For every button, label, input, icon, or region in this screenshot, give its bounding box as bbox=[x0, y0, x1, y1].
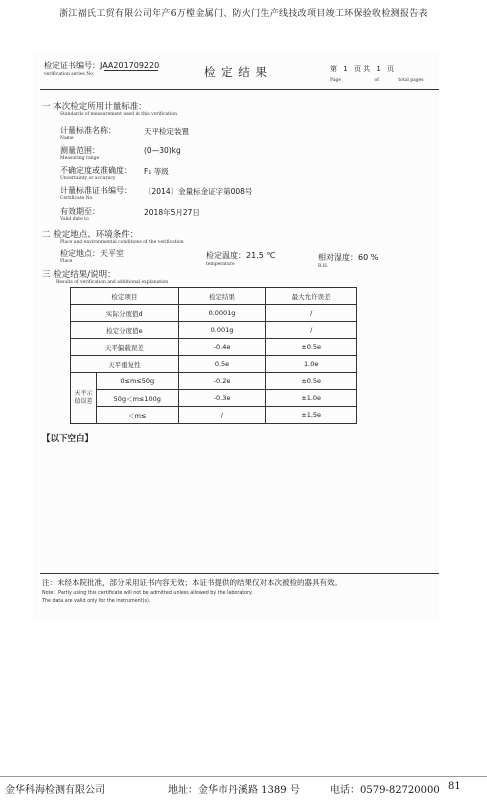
certificate-no-value: 〔2014〕金量标金证字第008号 bbox=[144, 187, 253, 196]
table-row bbox=[71, 339, 357, 356]
humidity-label: 相对湿度： bbox=[318, 253, 358, 262]
humidity bbox=[318, 252, 378, 263]
section1-title: 一 本次检定所用计量标准： bbox=[42, 102, 147, 112]
section1-title-en: Standards of measurement used in this verification bbox=[60, 112, 178, 117]
row-result: 0.5e bbox=[178, 356, 266, 373]
page-en-3: total pages bbox=[398, 78, 424, 83]
row-result: 0.001g bbox=[178, 322, 266, 339]
footer-phone: 电话：0579-82720000 bbox=[330, 785, 440, 796]
section3-title-en: Results of verification and additional explanation bbox=[56, 280, 169, 285]
place-label-en: Place bbox=[60, 259, 73, 264]
standard-name-label: 计量标准名称： bbox=[60, 126, 116, 135]
note-en-2: The data are valid only for the instrument(s). bbox=[42, 599, 151, 604]
humidity-label-en: R.H. bbox=[318, 264, 329, 269]
place-label-text: 检定地点： bbox=[60, 249, 100, 258]
table-row bbox=[71, 322, 357, 339]
place-value: 天平室 bbox=[100, 249, 124, 258]
row-item: 实际分度值d bbox=[71, 305, 179, 322]
row-mpe: / bbox=[266, 305, 357, 322]
page-en-2: of bbox=[374, 78, 379, 83]
row-mpe: ±0.5e bbox=[266, 339, 357, 356]
valid-date-value: 2018年5月27日 bbox=[144, 208, 200, 217]
section3-title: 三 检定结果/说明： bbox=[42, 270, 116, 280]
cert-number-label-text: 检定证书编号： bbox=[44, 61, 100, 70]
valid-date-label-en: Valid date to bbox=[60, 217, 89, 222]
table-row bbox=[71, 407, 357, 424]
row-result: -0.2e bbox=[178, 373, 266, 390]
cert-number: JAA201709220 bbox=[100, 61, 160, 70]
blank-note: 【以下空白】 bbox=[42, 434, 94, 444]
place-label bbox=[60, 248, 124, 259]
section2-title-en: Place and environmental conditions of the verification bbox=[60, 240, 184, 245]
row-item: 天平偏载误差 bbox=[71, 339, 179, 356]
page-of: 页 共 bbox=[353, 65, 371, 73]
footer-address: 地址：金华市丹溪路 1389 号 bbox=[168, 785, 300, 796]
row-mpe: ±0.5e bbox=[266, 373, 357, 390]
report-title: 浙江福氏工贸有限公司年产6万樘金属门、防火门生产线技改项目竣工环保验收检测报告表 bbox=[59, 9, 428, 19]
table-header-row bbox=[71, 288, 357, 305]
page-indicator-en bbox=[330, 78, 424, 83]
row-item: ＜m≤ bbox=[96, 407, 178, 424]
footer-company: 金华科海检测有限公司 bbox=[5, 785, 105, 796]
accuracy-label-en: Uncertainty or accuracy bbox=[60, 176, 116, 181]
cert-number-underline bbox=[104, 70, 158, 71]
measuring-range-label: 测量范围： bbox=[60, 146, 100, 155]
row-mpe: ±1.0e bbox=[266, 390, 357, 407]
row-result: -0.4e bbox=[178, 339, 266, 356]
standard-name-value: 天平检定装置 bbox=[144, 127, 189, 136]
table-row bbox=[71, 305, 357, 322]
group-label: 天平示值误差 bbox=[71, 373, 97, 424]
row-item: 天平重复性 bbox=[71, 356, 179, 373]
row-item: 0≤m≤50g bbox=[96, 373, 178, 390]
table-row bbox=[71, 373, 357, 390]
temperature-label: 检定温度： bbox=[206, 251, 246, 260]
note-en-1: Note：Partly using this certificate will not be admitted unless allowed by the laboratory. bbox=[42, 591, 253, 596]
page-number: 1 bbox=[343, 65, 348, 73]
row-mpe: ±1.5e bbox=[266, 407, 357, 424]
table-row bbox=[71, 390, 357, 407]
cert-number-label-en: verification series No. bbox=[44, 72, 95, 77]
table-row bbox=[71, 356, 357, 373]
page-total: 1 bbox=[376, 65, 381, 73]
cert-heading: 检 定 结 果 bbox=[204, 65, 268, 79]
accuracy-label: 不确定度或准确度： bbox=[60, 166, 132, 175]
measuring-range-label-en: Measuring range bbox=[60, 156, 100, 161]
standard-name-label-en: Name bbox=[60, 136, 74, 141]
row-result: -0.3e bbox=[178, 390, 266, 407]
temperature-label-en: temperature bbox=[206, 262, 235, 267]
accuracy-value: F₁ 等级 bbox=[144, 167, 169, 176]
row-mpe: 1.0e bbox=[266, 356, 357, 373]
header-result: 检定结果 bbox=[178, 288, 266, 305]
page-end: 页 bbox=[387, 65, 395, 73]
measuring-range-value: (0—30)kg bbox=[144, 146, 181, 155]
footer-page-number: 81 bbox=[448, 781, 461, 792]
page-en-1: Page bbox=[330, 78, 342, 83]
valid-date-label: 有效期至： bbox=[60, 207, 100, 216]
row-item: 检定分度值e bbox=[71, 322, 179, 339]
header-divider bbox=[40, 89, 439, 90]
row-result: / bbox=[178, 407, 266, 424]
results-table bbox=[70, 287, 357, 424]
temperature-value: 21.5 ℃ bbox=[246, 251, 276, 260]
row-mpe: / bbox=[266, 322, 357, 339]
temperature bbox=[206, 250, 275, 261]
certificate-no-label: 计量标准证书编号： bbox=[60, 186, 132, 195]
page-indicator bbox=[330, 64, 394, 74]
notes-divider bbox=[40, 573, 439, 574]
humidity-value: 60 % bbox=[358, 253, 379, 262]
certificate-no-label-en: Certificate No. bbox=[60, 196, 94, 201]
row-item: 50g＜m≤100g bbox=[96, 390, 178, 407]
header-mpe: 最大允许误差 bbox=[266, 288, 357, 305]
section2-title: 二 检定地点、环境条件： bbox=[42, 230, 139, 240]
footer-divider bbox=[0, 776, 487, 777]
row-result: 0.0001g bbox=[178, 305, 266, 322]
header-item: 检定项目 bbox=[71, 288, 179, 305]
page-word: 第 bbox=[330, 65, 337, 73]
note-cn: 注：未经本院批准，部分采用证书内容无效；本证书提供的结果仅对本次被检的器具有效。 bbox=[42, 578, 342, 587]
